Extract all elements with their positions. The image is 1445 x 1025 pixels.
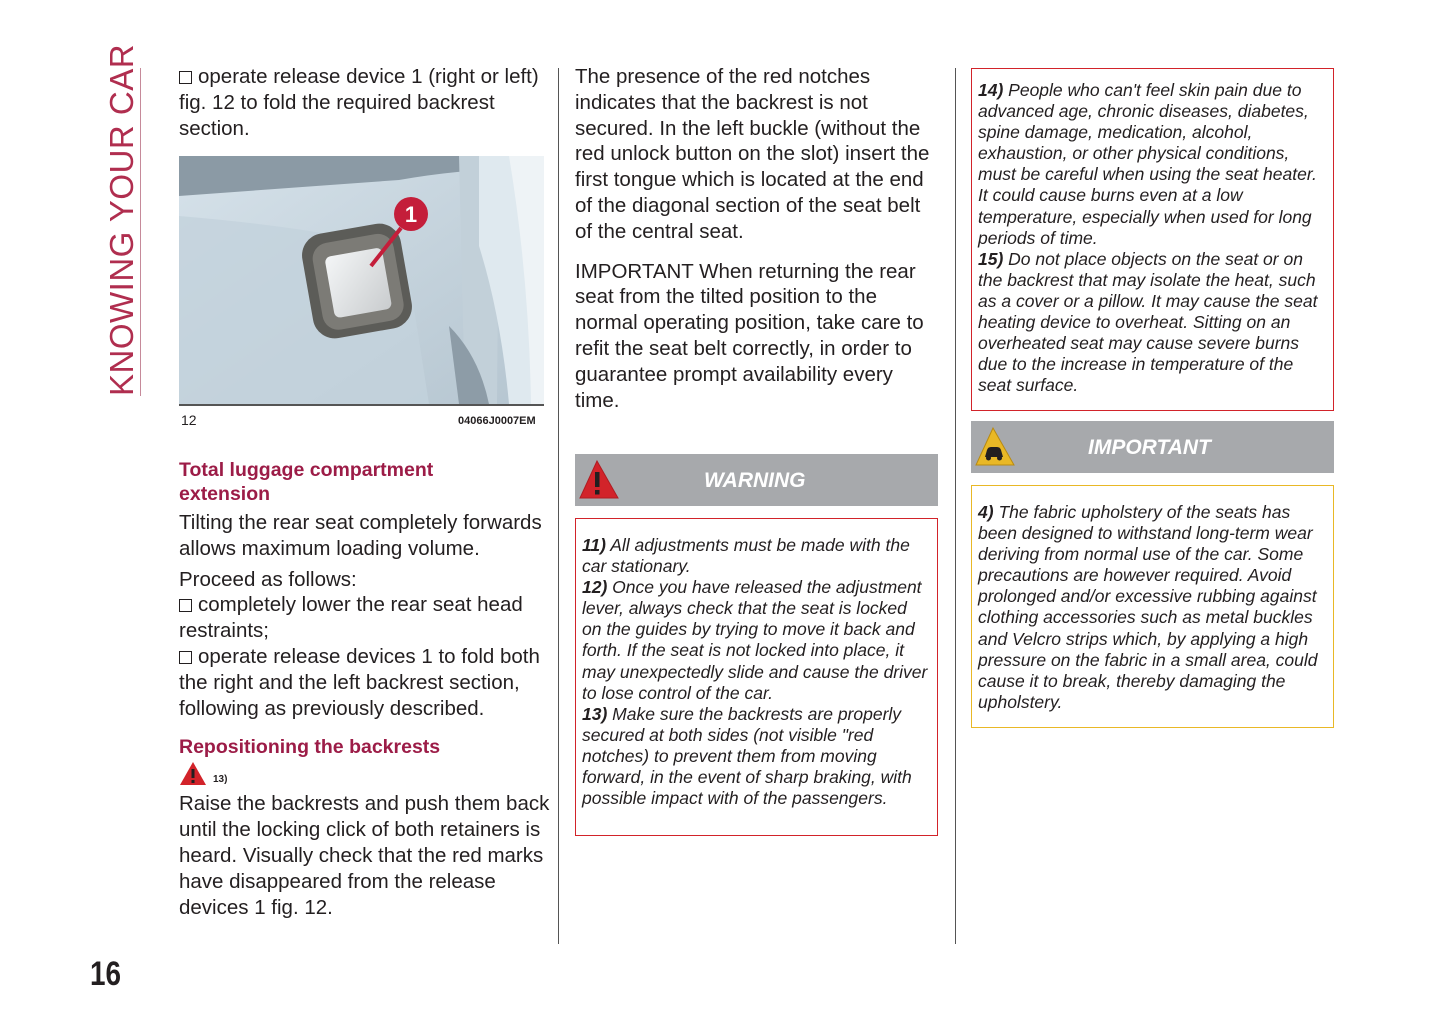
list-item: operate release devices 1 to fold both the right and the left backrest section, following as previously described. [179,644,540,720]
warning-title: WARNING [704,469,806,492]
important-box [971,485,1334,728]
warning-item: 13) Make sure the backrests are properly secured at both sides (not visible "red notches) to prevent them from moving forward, in the event of sharp braking, with possible impact with of the passengers. [582,703,912,809]
figure-code: 04066J0007EM [458,415,536,427]
column-divider [955,68,956,944]
important-item: 4) The fabric upholstery of the seats has been designed to withstand long-term wear deriving from normal use of the car. Some precautions are however required. Avoid prolonged and/or excessive rubbing against clothing accessories such as metal buckles and Velcro strips which, by applying a high pressure on the fabric in a small area, could cause it to break, thereby damaging the upholstery. [978,502,1318,712]
figure-callout: 1 [404,202,418,227]
warning-item: 15) Do not place objects on the seat or on the backrest that may isolate the heat, such as a cover or a pillow. It may cause the seat heating device to overheat. Sitting on an overheated seat may cause severe burns due to the increase in temperature of the seat surface. [978,248,1318,396]
warning-box [575,518,938,836]
heading-total-luggage: Total luggage compartment extension [179,459,434,505]
column-1-intro [179,64,551,141]
checkbox-bullet-icon [179,651,192,664]
list-item: operate release device 1 (right or left) fig. 12 to fold the required backrest section. [179,65,539,140]
warning-item: 12) Once you have released the adjustment lever, always check that the seat is locked on the guides by trying to move it back and forth. If the seat is not locked into place, it may unexpectedly slide and cause the driver to lose control of the car. [582,577,928,703]
heading-repositioning: Repositioning the backrests [179,736,441,759]
warning-item: 14) People who can't feel skin pain due to advanced age, chronic diseases, diabetes, spine damage, medication, alcohol, exhaustion, or other physical conditions, must be careful when using the seat heater. It could cause burns even at a low temperature, especially when used for long periods of time. [978,80,1317,248]
warning-triangle-icon [577,458,621,502]
paragraph: Proceed as follows: [179,567,357,591]
column-2-body [575,64,937,413]
backrest-release-device-illustration [179,156,544,404]
checkbox-bullet-icon [179,599,192,612]
checkbox-bullet-icon [179,71,192,84]
section-title-rule [140,68,141,396]
paragraph: Raise the backrests and push them back until the locking click of both retainers is heard. Visually check that the red marks have disappeared from the release devices 1 fig. 12. [179,792,550,919]
important-title: IMPORTANT [1088,436,1211,459]
figure-number: 12 [181,412,197,428]
column-divider [558,68,559,944]
warning-box-continued [971,68,1334,411]
seat-release-figure [179,156,544,406]
list-item: completely lower the rear seat head restraints; [179,593,523,643]
section-title: KNOWING YOUR CAR [103,43,140,396]
warning-header [575,454,938,506]
column-1-body [179,458,551,920]
paragraph: The presence of the red notches indicates that the backrest is not secured. In the left buckle (without the red unlock button on the slot) insert the first tongue which is located at the end of the diagonal section of the seat belt of the central seat. [575,65,930,243]
warning-item: 11) All adjustments must be made with the car stationary. [582,535,910,577]
page-number: 16 [90,955,122,993]
warning-reference: 13) [179,759,551,789]
important-header [971,421,1334,473]
warning-triangle-icon [179,761,207,787]
paragraph: IMPORTANT When returning the rear seat from the tilted position to the normal operating position, take care to refit the seat belt correctly, in order to guarantee prompt availability every time. [575,259,924,412]
paragraph: Tilting the rear seat completely forwards allows maximum loading volume. [179,511,542,560]
car-warning-triangle-icon [973,425,1017,469]
